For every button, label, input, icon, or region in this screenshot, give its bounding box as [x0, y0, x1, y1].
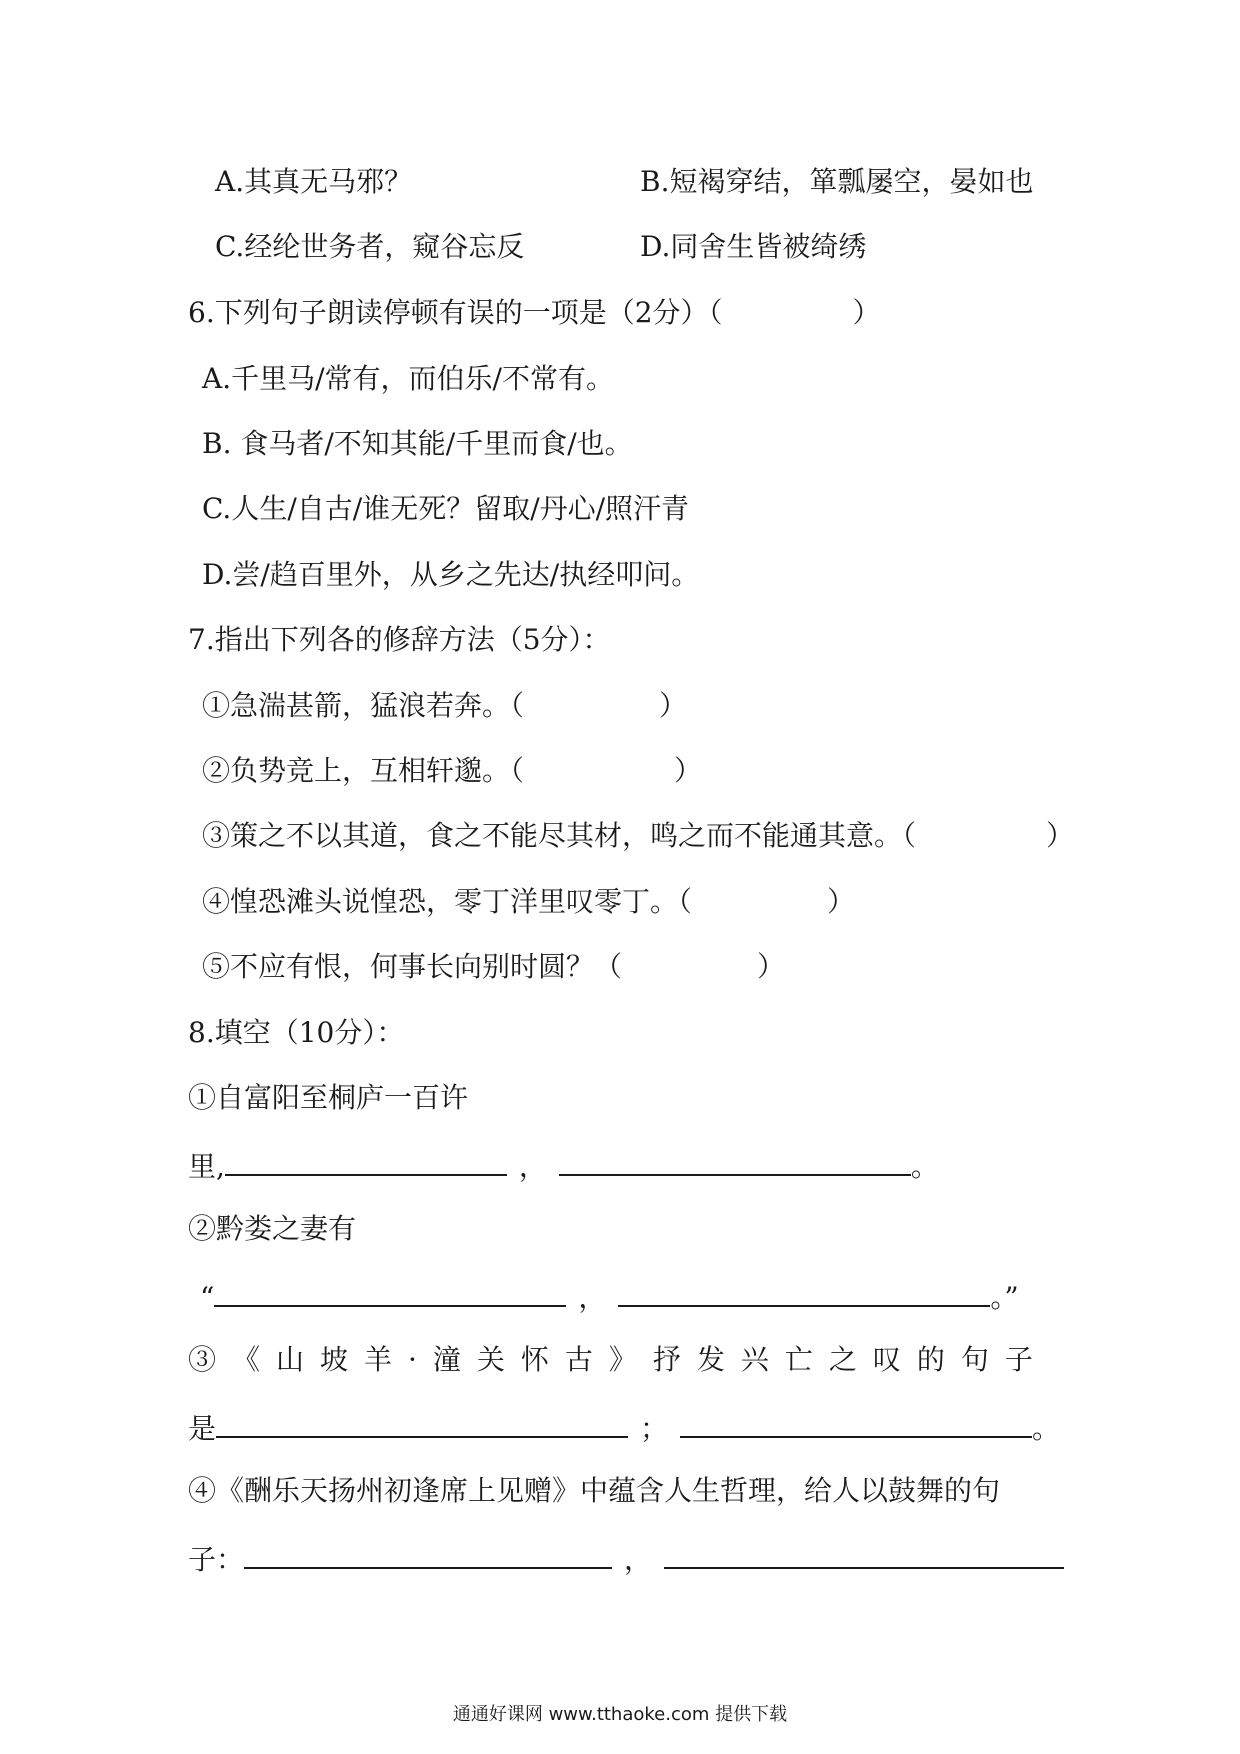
q7-item-1	[202, 686, 687, 726]
q8-item-1-answer-line	[188, 1144, 939, 1187]
q6-title-text: 6.下列句子朗读停顿有误的一项是（2分）（	[188, 296, 723, 329]
q5-option-a: A.其真无马邪？	[215, 165, 413, 198]
q8-item-1-blank-2[interactable]	[559, 1144, 911, 1176]
q7-item-2	[202, 751, 702, 791]
q7-item-5	[202, 947, 785, 987]
q8-item-1-prompt: ①自富阳至桐庐一百许	[188, 1081, 469, 1114]
q8-item-2-blank-1[interactable]	[214, 1275, 566, 1307]
q8-item-1-end: 。	[910, 1150, 939, 1183]
q8-item-3-answer-line	[188, 1406, 1060, 1449]
q7-item-1-close: ）	[659, 689, 688, 722]
q6-title	[188, 293, 881, 333]
q7-item-2-text: ②负势竞上，互相轩邈。（	[202, 754, 525, 787]
q8-item-4-lead: 子：	[188, 1543, 245, 1576]
q8-item-3-end: 。	[1032, 1412, 1061, 1445]
q7-item-3-text: ③策之不以其道，食之不能尽其材，鸣之而不能通其意。（	[202, 819, 917, 852]
q6-option-c: C.人生/自古/谁无死？留取/丹心/照汗青	[202, 492, 690, 525]
q8-item-2-answer-line	[200, 1275, 1019, 1318]
q7-item-5-close: ）	[757, 950, 786, 983]
q5-option-c: C.经纶世务者，窥谷忘反	[215, 230, 525, 263]
q7-item-1-text: ①急湍甚箭，猛浪若奔。（	[202, 689, 525, 722]
q7-item-2-close: ）	[674, 754, 703, 787]
q7-item-4	[202, 882, 855, 922]
q8-item-3-prompt: ③《山坡羊·潼关怀古》抒发兴亡之叹的句子	[188, 1343, 1049, 1376]
q7-item-4-close: ）	[827, 885, 856, 918]
q6-option-b: B. 食马者/不知其能/千里而食/也。	[202, 427, 633, 460]
q5-option-d: D.同舍生皆被绮绣	[640, 230, 867, 263]
q8-item-3-blank-1[interactable]	[216, 1406, 628, 1438]
q8-item-3-lead: 是	[188, 1412, 217, 1445]
q8-item-2-open-quote: “	[200, 1281, 215, 1314]
q8-item-2-end: 。”	[990, 1281, 1019, 1314]
q6-option-d: D.尝/趋百里外，从乡之先达/执经叩问。	[202, 558, 700, 591]
q7-item-4-text: ④惶恐滩头说惶恐，零丁洋里叹零丁。（	[202, 885, 693, 918]
q8-item-1-blank-1[interactable]	[225, 1144, 507, 1176]
q6-option-a: A.千里马/常有，而伯乐/不常有。	[202, 362, 614, 395]
q7-item-3	[202, 816, 1074, 856]
q8-item-4-comma: ，	[624, 1543, 653, 1576]
q8-item-3-blank-2[interactable]	[680, 1406, 1032, 1438]
q7-item-5-text: ⑤不应有恨，何事长向别时圆？（	[202, 950, 623, 983]
page-footer: 通通好课网 www.tthaoke.com 提供下载	[452, 1704, 788, 1725]
q8-item-2-prompt: ②黔娄之妻有	[188, 1212, 357, 1245]
q6-title-close: ）	[852, 296, 881, 329]
q8-item-3-semicolon: ；	[640, 1412, 669, 1445]
q8-item-2-blank-2[interactable]	[618, 1275, 990, 1307]
q8-item-4-answer-line	[188, 1537, 1064, 1580]
q8-item-4-blank-2[interactable]	[664, 1537, 1064, 1569]
q8-item-1-lead: 里,	[188, 1150, 225, 1183]
q5-option-b: B.短褐穿结，箪瓢屡空，晏如也	[640, 165, 1034, 198]
q8-item-4-prompt: ④《酬乐天扬州初逢席上见赠》中蕴含人生哲理，给人以鼓舞的句	[188, 1474, 1001, 1507]
q8-item-4-blank-1[interactable]	[244, 1537, 612, 1569]
q8-item-2-comma: ，	[578, 1281, 607, 1314]
q8-item-1-comma: ，	[518, 1150, 547, 1183]
q8-title: 8.填空（10分）：	[188, 1016, 405, 1049]
q7-title: 7.指出下列各的修辞方法（5分）：	[188, 623, 611, 656]
q7-item-3-close: ）	[1046, 819, 1075, 852]
